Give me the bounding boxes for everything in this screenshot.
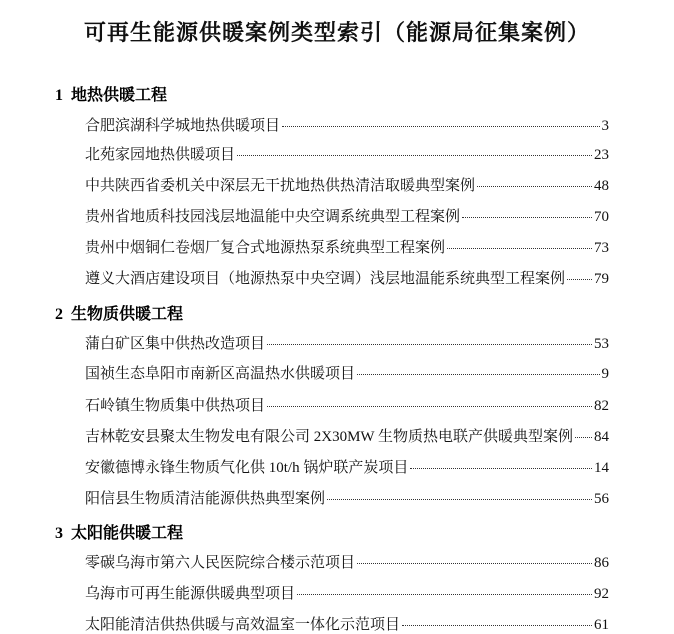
entry-label: 遵义大酒店建设项目（地源热泵中央空调）浅层地温能系统典型工程案例 bbox=[85, 271, 566, 287]
dot-leader bbox=[297, 594, 592, 595]
entry-label: 石岭镇生物质集中供热项目 bbox=[85, 398, 266, 414]
dot-leader bbox=[477, 186, 592, 187]
dot-leader bbox=[357, 374, 599, 375]
section-title: 生物质供暖工程 bbox=[71, 306, 184, 323]
section-heading-solar[interactable] bbox=[55, 520, 183, 543]
entry-label: 中共陕西省委机关中深层无干扰地热供热清洁取暖典型案例 bbox=[85, 178, 476, 194]
toc-entry[interactable] bbox=[85, 267, 609, 288]
dot-leader bbox=[267, 344, 592, 345]
entry-page-number: 92 bbox=[594, 586, 609, 602]
entry-page-number: 48 bbox=[594, 178, 609, 194]
entry-page-number: 56 bbox=[594, 491, 609, 507]
entry-label: 阳信县生物质清洁能源供热典型案例 bbox=[85, 491, 326, 507]
dot-leader bbox=[447, 248, 592, 249]
entry-label: 蒲白矿区集中供热改造项目 bbox=[85, 336, 266, 352]
toc-entry[interactable] bbox=[85, 394, 609, 415]
toc-entry[interactable] bbox=[85, 487, 609, 508]
dot-leader bbox=[282, 126, 599, 127]
entry-page-number: 23 bbox=[594, 147, 609, 163]
entry-label: 零碳乌海市第六人民医院综合楼示范项目 bbox=[85, 555, 356, 571]
entry-page-number: 86 bbox=[594, 555, 609, 571]
dot-leader bbox=[567, 279, 592, 280]
entry-page-number: 79 bbox=[594, 271, 609, 287]
entry-label: 乌海市可再生能源供暖典型项目 bbox=[85, 586, 296, 602]
dot-leader bbox=[462, 217, 592, 218]
toc-entry[interactable] bbox=[85, 174, 609, 195]
entry-page-number: 14 bbox=[594, 460, 609, 476]
dot-leader bbox=[327, 499, 592, 500]
section-title: 太阳能供暖工程 bbox=[71, 525, 184, 542]
entry-page-number: 84 bbox=[594, 429, 609, 445]
toc-entry[interactable] bbox=[85, 362, 609, 383]
entry-label: 贵州中烟铜仁卷烟厂复合式地源热泵系统典型工程案例 bbox=[85, 240, 446, 256]
toc-entry[interactable] bbox=[85, 114, 609, 135]
section-heading-geothermal[interactable] bbox=[55, 82, 167, 105]
dot-leader bbox=[575, 437, 592, 438]
entry-label: 贵州省地质科技园浅层地温能中央空调系统典型工程案例 bbox=[85, 209, 461, 225]
entry-page-number: 3 bbox=[601, 118, 609, 134]
entry-label: 安徽德博永锋生物质气化供 10t/h 锅炉联产炭项目 bbox=[85, 460, 409, 476]
toc-entry[interactable] bbox=[85, 425, 609, 446]
section-number: 1 bbox=[55, 87, 63, 104]
toc-entry[interactable] bbox=[85, 456, 609, 477]
toc-entry[interactable] bbox=[85, 582, 609, 603]
dot-leader bbox=[357, 563, 592, 564]
document-title: 可再生能源供暖案例类型索引（能源局征集案例） bbox=[83, 20, 590, 45]
section-heading-biomass[interactable] bbox=[55, 301, 183, 324]
section-number: 2 bbox=[55, 306, 63, 323]
dot-leader bbox=[237, 155, 592, 156]
entry-page-number: 9 bbox=[601, 366, 609, 382]
dot-leader bbox=[402, 625, 592, 626]
section-title: 地热供暖工程 bbox=[71, 87, 168, 104]
toc-entry[interactable] bbox=[85, 205, 609, 226]
toc-entry[interactable] bbox=[85, 143, 609, 164]
toc-entry[interactable] bbox=[85, 236, 609, 257]
entry-label: 太阳能清洁供热供暖与高效温室一体化示范项目 bbox=[85, 617, 401, 633]
entry-page-number: 70 bbox=[594, 209, 609, 225]
dot-leader bbox=[410, 468, 592, 469]
dot-leader bbox=[267, 406, 592, 407]
section-number: 3 bbox=[55, 525, 63, 542]
entry-page-number: 53 bbox=[594, 336, 609, 352]
toc-entry[interactable] bbox=[85, 551, 609, 572]
toc-entry[interactable] bbox=[85, 332, 609, 353]
entry-page-number: 82 bbox=[594, 398, 609, 414]
entry-page-number: 61 bbox=[594, 617, 609, 633]
entry-label: 北苑家园地热供暖项目 bbox=[85, 147, 236, 163]
entry-page-number: 73 bbox=[594, 240, 609, 256]
entry-label: 吉林乾安县聚太生物发电有限公司 2X30MW 生物质热电联产供暖典型案例 bbox=[85, 429, 574, 445]
toc-entry[interactable] bbox=[85, 613, 609, 634]
entry-label: 国祯生态阜阳市南新区高温热水供暖项目 bbox=[85, 366, 356, 382]
entry-label: 合肥滨湖科学城地热供暖项目 bbox=[85, 118, 281, 134]
